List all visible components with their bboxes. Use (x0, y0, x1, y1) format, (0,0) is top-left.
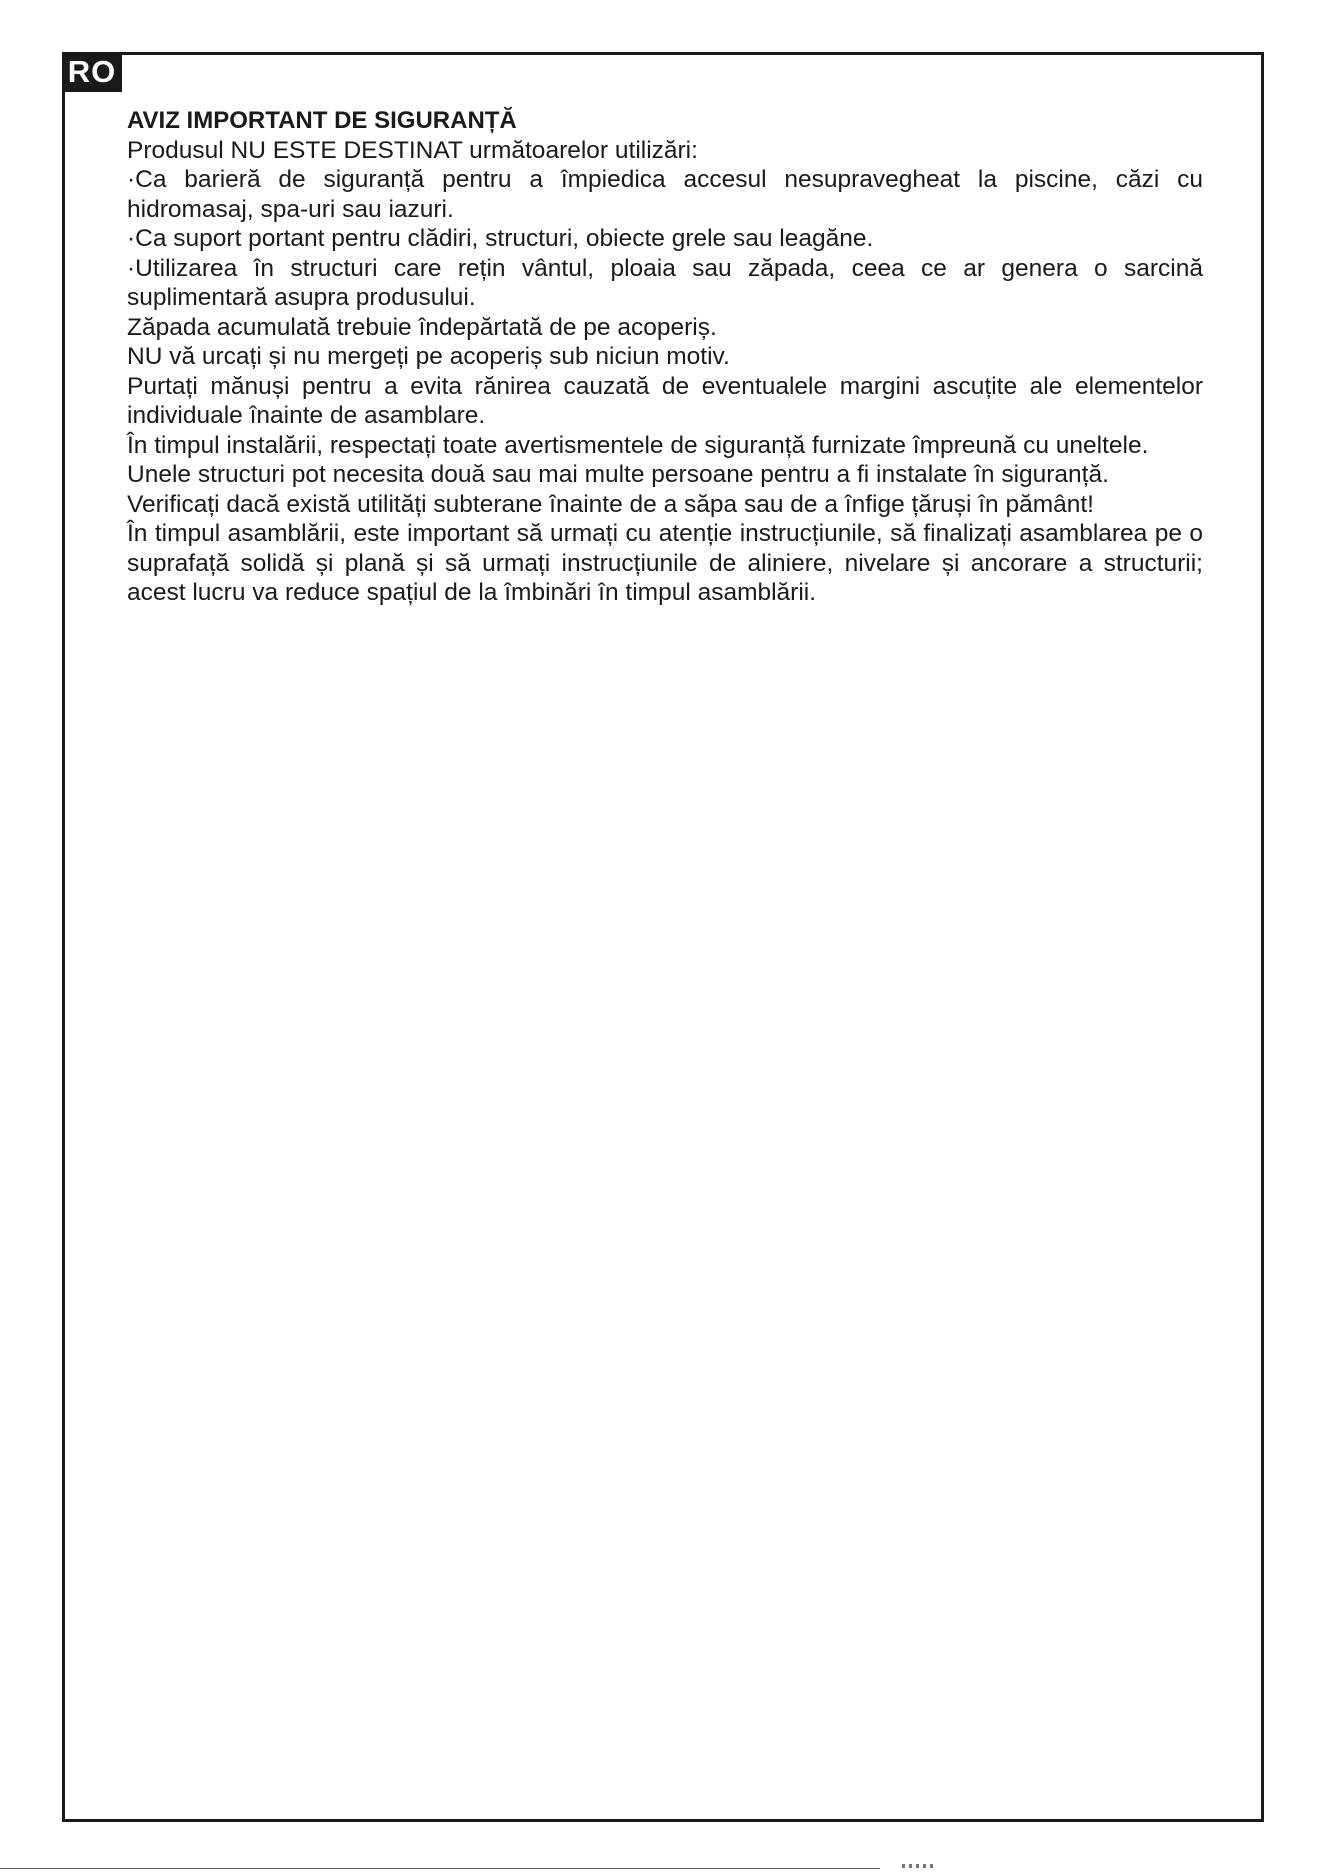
notice-paragraph: Unele structuri pot necesita două sau mai multe persoane pentru a fi instalate în siguranță. (127, 461, 1109, 488)
notice-title: AVIZ IMPORTANT DE SIGURANȚĂ (127, 107, 517, 134)
notice-paragraph: ·Ca suport portant pentru clădiri, structuri, obiecte grele sau leagăne. (127, 225, 874, 252)
notice-paragraph: Verificați dacă există utilități subterane înainte de a săpa sau de a înfige țăruși în pământ! (127, 490, 1094, 518)
notice-paragraph: NU vă urcați și nu mergeți pe acoperiș sub niciun motiv. (127, 343, 730, 370)
notice-paragraph: Produsul NU ESTE DESTINAT următoarelor utilizări: (127, 136, 698, 164)
notice-paragraph: Purtați mănuși pentru a evita rănirea cauzată de eventualele margini ascuțite ale elementelor individuale înainte de asamblare. (127, 372, 1203, 429)
notice-paragraph: Zăpada acumulată trebuie îndepărtată de pe acoperiș. (127, 313, 717, 341)
notice-paragraph: În timpul instalării, respectați toate avertismentele de siguranță furnizate împreună cu uneltele. (127, 431, 1149, 459)
notice-paragraph: ·Ca barieră de siguranță pentru a împiedica accesul nesupravegheat la piscine, căzi cu hidromasaj, spa-uri sau iazuri. (127, 166, 1203, 223)
footer-mark (902, 1864, 962, 1870)
safety-notice (127, 106, 1203, 608)
footer-rule (0, 1868, 880, 1869)
notice-paragraph: ·Utilizarea în structuri care rețin vântul, ploaia sau zăpada, ceea ce ar genera o sarcină suplimentară asupra produsului. (127, 254, 1203, 311)
notice-paragraph: În timpul asamblării, este important să urmați cu atenție instrucțiunile, să finalizați asamblarea pe o suprafață solidă și plană și să urmați instrucțiunile de aliniere, nivelare și ancorare a structurii; acest lucru va reduce spațiul de la îmbinări în timpul asamblării. (127, 520, 1203, 606)
language-badge: RO (62, 52, 122, 92)
